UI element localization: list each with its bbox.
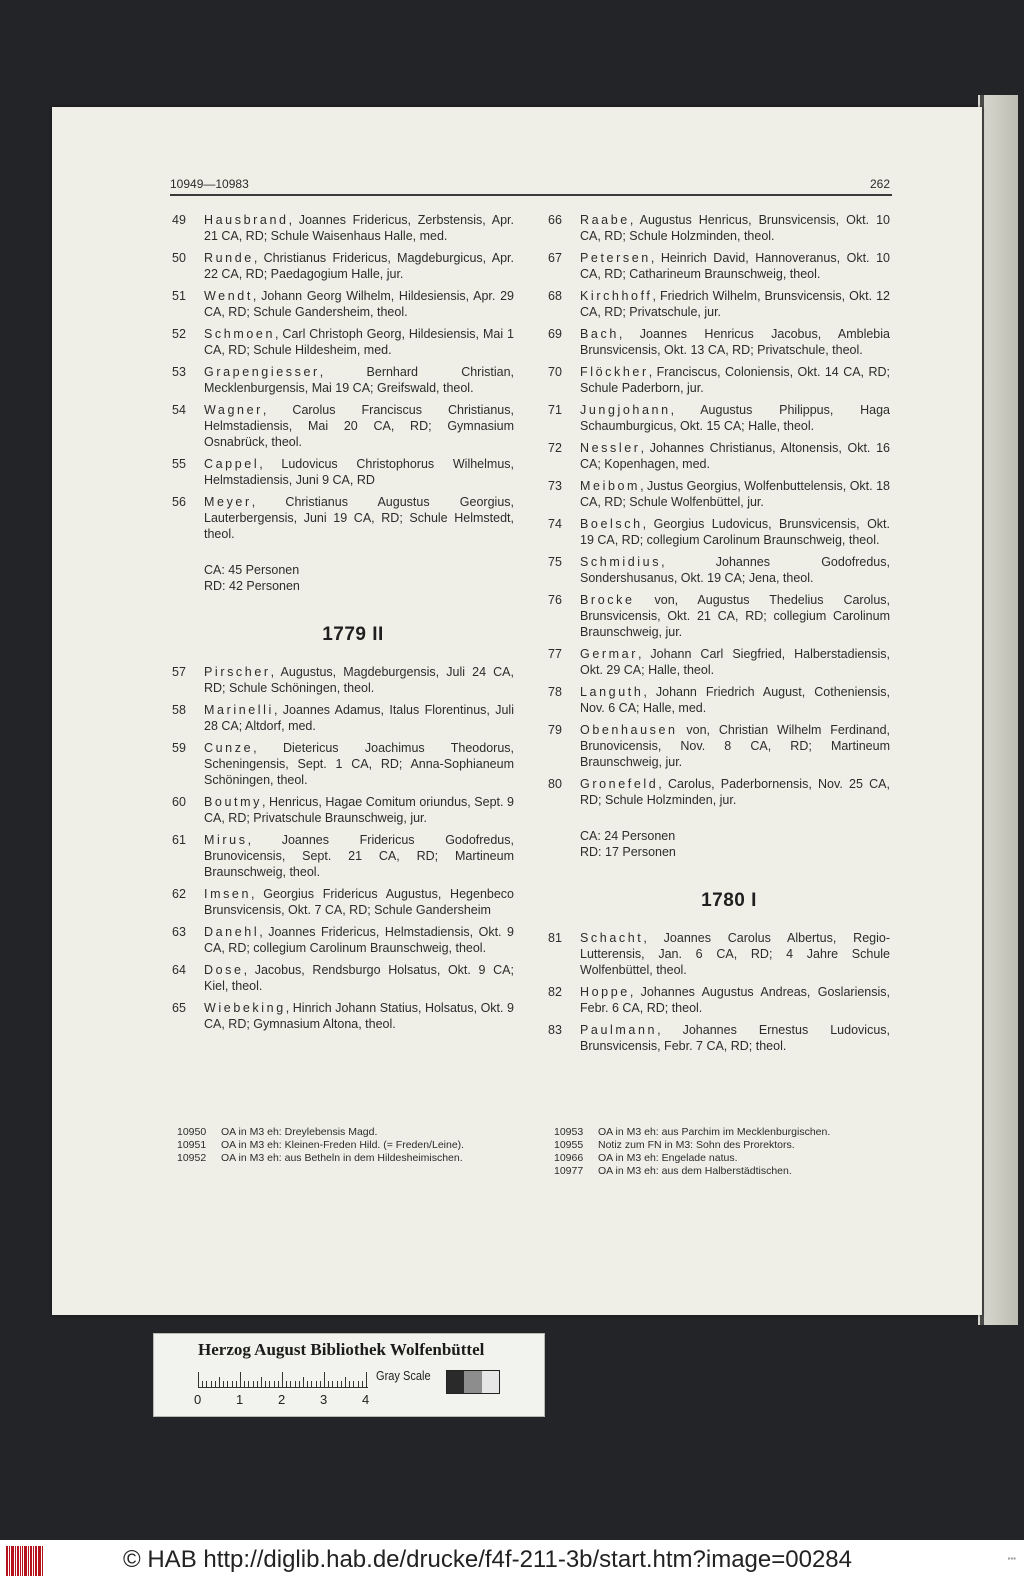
ruler-tick: [211, 1381, 212, 1388]
entry-details: , Hinrich Johann Statius, Holsatus, Okt. 9 CA, RD; Gymnasium Altona, theol.: [204, 1001, 514, 1031]
footnote-number: 10953: [554, 1126, 584, 1138]
logo-bar: [9, 1546, 10, 1576]
ruler-tick: [345, 1377, 346, 1388]
left-column: [172, 212, 514, 1038]
register-entry: [172, 740, 514, 788]
entry-surname: Pirscher: [204, 665, 271, 679]
register-entry: [172, 962, 514, 994]
entry-details: , Jacobus, Rendsburgo Holsatus, Okt. 9 CA; Kiel, theol.: [204, 963, 514, 993]
footnote-text: OA in M3 eh: aus dem Halberstädtischen.: [598, 1165, 792, 1177]
entry-number: 74: [548, 517, 562, 531]
register-entry: [548, 554, 890, 586]
entry-surname: Paulmann: [580, 1023, 658, 1037]
register-entry: [548, 1022, 890, 1054]
entry-number: 62: [172, 887, 186, 901]
ruler-tick: [332, 1381, 333, 1388]
entry-number: 75: [548, 555, 562, 569]
register-entry: [172, 456, 514, 488]
register-entry: [548, 684, 890, 716]
entry-surname: Boelsch: [580, 517, 643, 531]
logo-bar: [11, 1546, 14, 1576]
entry-surname: Boutmy: [204, 795, 262, 809]
register-entry: [172, 702, 514, 734]
header-range: 10949—10983: [170, 177, 249, 191]
register-entry: [548, 288, 890, 320]
entries-1780-i: [548, 930, 890, 1054]
entry-details: , Augustus Henricus, Brunsvicensis, Okt. 10 CA, RD; Schule Holzminden, theol.: [580, 213, 890, 243]
entry-details: , Justus Georgius, Wolfenbuttelensis, Okt. 18 CA, RD; Schule Wolfenbüttel, jur.: [580, 479, 890, 509]
entry-surname: Meibom: [580, 479, 641, 493]
footnote-number: 10952: [177, 1152, 207, 1164]
entry-details: von, Christian Wilhelm Ferdinand, Brunovicensis, Nov. 8 CA, RD; Martineum Braunschweig, jur.: [580, 723, 890, 769]
entry-number: 64: [172, 963, 186, 977]
left-summary: [204, 562, 514, 594]
gray-swatch-cell: [482, 1371, 499, 1393]
entry-details: , Ludovicus Christophorus Wilhelmus, Helmstadiensis, Juni 9 CA, RD: [204, 457, 514, 487]
register-entry: [172, 832, 514, 880]
ruler-tick: [303, 1377, 304, 1388]
register-entry: [548, 364, 890, 396]
logo-bar: [6, 1546, 8, 1576]
ruler-tick: [307, 1381, 308, 1388]
footnote: [177, 1126, 529, 1139]
register-entry: [548, 930, 890, 978]
register-entry: [548, 722, 890, 770]
ruler-tick: [295, 1381, 296, 1388]
entry-number: 68: [548, 289, 562, 303]
entry-number: 61: [172, 833, 186, 847]
entry-surname: Obenhausen: [580, 723, 678, 737]
entry-surname: Hausbrand: [204, 213, 289, 227]
section-heading-1780-i: 1780 I: [701, 890, 757, 911]
entry-surname: Wiebeking: [204, 1001, 286, 1015]
entry-number: 55: [172, 457, 186, 471]
ruler-tick: [366, 1372, 367, 1388]
footnote-number: 10951: [177, 1139, 207, 1151]
entry-details: , Heinrich David, Hannoveranus, Okt. 10 CA, RD; Catharineum Braunschweig, theol.: [580, 251, 890, 281]
ruler-tick: [261, 1377, 262, 1388]
entry-details: , Carolus Franciscus Christianus, Helmstadiensis, Mai 20 CA, RD; Gymnasium Osnabrück, theol.: [204, 403, 514, 449]
ruler-tick: [240, 1372, 241, 1388]
register-entry: [548, 516, 890, 548]
register-entry: [172, 288, 514, 320]
right-summary: [580, 828, 890, 860]
library-name: Herzog August Bibliothek Wolfenbüttel: [198, 1340, 485, 1359]
ruler-tick: [215, 1381, 216, 1388]
entry-details: , Johannes Christianus, Altonensis, Okt. 16 CA; Kopenhagen, med.: [580, 441, 890, 471]
entry-details: , Johannes Ernestus Ludovicus, Brunsvicensis, Febr. 7 CA, RD; theol.: [580, 1023, 890, 1053]
gray-scale-label: Gray Scale: [376, 1368, 431, 1383]
footnote-text: OA in M3 eh: aus Betheln in dem Hildesheimischen.: [221, 1152, 463, 1164]
footnote-text: Notiz zum FN in M3: Sohn des Prorektors.: [598, 1139, 795, 1151]
register-entry: [548, 646, 890, 678]
entry-number: 52: [172, 327, 186, 341]
footer-bar: [0, 1540, 1024, 1582]
ruler-tick: [227, 1381, 228, 1388]
footnote-number: 10950: [177, 1126, 207, 1138]
entry-number: 70: [548, 365, 562, 379]
ruler-tick: [219, 1377, 220, 1388]
scale-ruler: [198, 1372, 368, 1388]
register-entry: [172, 212, 514, 244]
entry-number: 73: [548, 479, 562, 493]
header-rule: [170, 194, 892, 196]
logo-bar: [20, 1546, 21, 1576]
entry-surname: Wagner: [204, 403, 263, 417]
register-entry: [172, 886, 514, 918]
entry-number: 66: [548, 213, 562, 227]
entry-number: 77: [548, 647, 562, 661]
register-entry: [172, 402, 514, 450]
entry-details: , Johannes Godofredus, Sondershusanus, Okt. 19 CA; Jena, theol.: [580, 555, 890, 585]
logo-bar: [30, 1546, 32, 1576]
entry-surname: Jungjohann: [580, 403, 671, 417]
entry-surname: Raabe: [580, 213, 630, 227]
entry-details: , Joannes Fridericus, Zerbstensis, Apr. 21 CA, RD; Schule Waisenhaus Halle, med.: [204, 213, 514, 243]
summary-rd: RD: 17 Personen: [580, 845, 676, 859]
entry-surname: Schmidius: [580, 555, 662, 569]
ruler-tick: [341, 1381, 342, 1388]
register-entry: [548, 250, 890, 282]
register-entry: [548, 440, 890, 472]
register-entry: [548, 326, 890, 358]
logo-bar: [15, 1546, 16, 1576]
register-entry: [172, 364, 514, 396]
page-number: 262: [870, 177, 891, 191]
ruler-tick: [232, 1381, 233, 1388]
entry-surname: Cunze: [204, 741, 254, 755]
register-entry: [172, 664, 514, 696]
ruler-tick: [299, 1381, 300, 1388]
ruler-tick: [353, 1381, 354, 1388]
gray-swatch-cell: [447, 1371, 464, 1393]
footnote: [554, 1152, 906, 1165]
footer-mark-icon: ▪▪▪: [1007, 1554, 1016, 1563]
ruler-tick: [248, 1381, 249, 1388]
entry-details: , Carolus, Paderbornensis, Nov. 25 CA, RD; Schule Holzminden, jur.: [580, 777, 890, 807]
logo-bar: [38, 1546, 41, 1576]
entry-surname: Languth: [580, 685, 644, 699]
ruler-tick: [223, 1381, 224, 1388]
logo-bar: [35, 1546, 37, 1576]
entry-number: 76: [548, 593, 562, 607]
ruler-tick: [349, 1381, 350, 1388]
footnote: [177, 1139, 529, 1152]
footnote-text: OA in M3 eh: Kleinen-Freden Hild. (= Freden/Leine).: [221, 1139, 465, 1151]
entry-number: 58: [172, 703, 186, 717]
entry-number: 83: [548, 1023, 562, 1037]
ruler-tick: [253, 1381, 254, 1388]
entry-details: , Joannes Fridericus, Helmstadiensis, Okt. 9 CA, RD; collegium Carolinum Braunschweig, theol.: [204, 925, 514, 955]
entry-details: , Christianus Augustus Georgius, Lauterbergensis, Juni 19 CA, RD; Schule Helmstedt, theol.: [204, 495, 514, 541]
summary-ca: CA: 24 Personen: [580, 829, 676, 843]
entry-details: , Joannes Henricus Jacobus, Amblebia Brunsvicensis, Okt. 13 CA, RD; Privatschule, theol.: [580, 327, 890, 357]
entry-number: 72: [548, 441, 562, 455]
entry-surname: Kirchhoff: [580, 289, 653, 303]
entry-number: 79: [548, 723, 562, 737]
entry-details: , Georgius Fridericus Augustus, Hegenbeco Brunsvicensis, Okt. 7 CA, RD; Schule Gandersheim: [204, 887, 514, 917]
entry-surname: Nessler: [580, 441, 641, 455]
logo-bar: [17, 1546, 19, 1576]
entry-surname: Schacht: [580, 931, 644, 945]
entry-details: , Henricus, Hagae Comitum oriundus, Sept. 9 CA, RD; Privatschule Braunschweig, jur.: [204, 795, 514, 825]
entry-surname: Schmoen: [204, 327, 276, 341]
ruler-tick: [362, 1381, 363, 1388]
entry-number: 65: [172, 1001, 186, 1015]
entry-details: , Christianus Fridericus, Magdeburgicus, Apr. 22 CA, RD; Paedagogium Halle, jur.: [204, 251, 514, 281]
ruler-tick: [328, 1381, 329, 1388]
ruler-tick: [244, 1381, 245, 1388]
document-page: [52, 107, 982, 1315]
entries-1779-ii-cont: [548, 212, 890, 808]
ruler-label: 2: [278, 1392, 286, 1407]
entry-number: 80: [548, 777, 562, 791]
ruler-tick: [286, 1381, 287, 1388]
entry-details: , Johann Georg Wilhelm, Hildesiensis, Apr. 29 CA, RD; Schule Gandersheim, theol.: [204, 289, 514, 319]
summary-rd: RD: 42 Personen: [204, 579, 300, 593]
register-entry: [172, 250, 514, 282]
entry-number: 49: [172, 213, 186, 227]
logo-bar: [22, 1546, 23, 1576]
ruler-tick: [311, 1381, 312, 1388]
register-entry: [172, 924, 514, 956]
ruler-tick: [290, 1381, 291, 1388]
entry-details: , Johann Friedrich August, Cotheniensis, Nov. 6 CA; Halle, med.: [580, 685, 890, 715]
ruler-tick: [206, 1381, 207, 1388]
entry-number: 78: [548, 685, 562, 699]
register-entry: [172, 794, 514, 826]
entry-surname: Dose: [204, 963, 244, 977]
entry-number: 63: [172, 925, 186, 939]
entries-1779-i: [172, 212, 514, 542]
entry-number: 54: [172, 403, 186, 417]
logo-bar: [24, 1546, 27, 1576]
footnotes-right: [554, 1126, 906, 1178]
entry-surname: Flöckher: [580, 365, 649, 379]
entry-number: 51: [172, 289, 186, 303]
section-heading-1779-ii: 1779 II: [322, 624, 384, 645]
entry-number: 56: [172, 495, 186, 509]
entry-surname: Marinelli: [204, 703, 274, 717]
footnotes-left: [177, 1126, 529, 1165]
entry-number: 53: [172, 365, 186, 379]
footnote: [554, 1139, 906, 1152]
entry-number: 60: [172, 795, 186, 809]
ruler-label: 0: [194, 1392, 202, 1407]
entry-surname: Petersen: [580, 251, 651, 265]
entry-number: 69: [548, 327, 562, 341]
entry-surname: Cappel: [204, 457, 260, 471]
ruler-tick: [265, 1381, 266, 1388]
entry-details: , Franciscus, Coloniensis, Okt. 14 CA, RD; Schule Paderborn, jur.: [580, 365, 890, 395]
footnote: [554, 1165, 906, 1178]
entry-details: , Joannes Adamus, Italus Florentinus, Juli 28 CA; Altdorf, med.: [204, 703, 514, 733]
entry-surname: Germar: [580, 647, 638, 661]
entry-details: , Dietericus Joachimus Theodorus, Scheningensis, Sept. 1 CA, RD; Anna-Sophianeum Schöningen, theol.: [204, 741, 514, 787]
register-entry: [548, 402, 890, 434]
next-page-edge: [978, 95, 1018, 1325]
ruler-label: 1: [236, 1392, 244, 1407]
entry-number: 57: [172, 665, 186, 679]
footnote-number: 10966: [554, 1152, 584, 1164]
ruler-tick: [358, 1381, 359, 1388]
register-entry: [172, 326, 514, 358]
register-entry: [548, 984, 890, 1016]
ruler-tick: [257, 1381, 258, 1388]
entry-details: , Georgius Ludovicus, Brunsvicensis, Okt. 19 CA, RD; collegium Carolinum Braunschweig, theol.: [580, 517, 890, 547]
footnote-number: 10955: [554, 1139, 584, 1151]
register-entry: [172, 494, 514, 542]
ruler-label: 3: [320, 1392, 328, 1407]
ruler-tick: [198, 1372, 199, 1388]
entry-surname: Imsen: [204, 887, 252, 901]
ruler-tick: [320, 1381, 321, 1388]
footer-url: © HAB http://diglib.hab.de/drucke/f4f-211-3b/start.htm?image=00284: [123, 1546, 852, 1573]
entry-number: 82: [548, 985, 562, 999]
logo-bar: [33, 1546, 34, 1576]
ruler-tick: [316, 1381, 317, 1388]
register-entry: [548, 776, 890, 808]
ruler-tick: [337, 1381, 338, 1388]
ruler-tick: [282, 1372, 283, 1388]
entry-number: 71: [548, 403, 562, 417]
entry-surname: Danehl: [204, 925, 260, 939]
footnote-number: 10977: [554, 1165, 584, 1177]
footnote-text: OA in M3 eh: Dreylebensis Magd.: [221, 1126, 378, 1138]
entry-surname: Wendt: [204, 289, 253, 303]
summary-ca: CA: 45 Personen: [204, 563, 300, 577]
entry-surname: Brocke: [580, 593, 635, 607]
right-column: [548, 212, 890, 1060]
entry-details: , Johannes Augustus Andreas, Goslariensis, Febr. 6 CA, RD; theol.: [580, 985, 890, 1015]
entry-surname: Runde: [204, 251, 254, 265]
register-entry: [548, 212, 890, 244]
footnote-text: OA in M3 eh: Engelade natus.: [598, 1152, 738, 1164]
register-entry: [548, 592, 890, 640]
entry-details: von, Augustus Thedelius Carolus, Brunsvicensis, Okt. 21 CA, RD; collegium Carolinum Braunschweig, jur.: [580, 593, 890, 639]
entry-surname: Gronefeld: [580, 777, 659, 791]
ruler-tick: [274, 1381, 275, 1388]
entry-details: , Augustus Philippus, Haga Schaumburgicus, Okt. 15 CA; Halle, theol.: [580, 403, 890, 433]
entry-number: 50: [172, 251, 186, 265]
entry-details: , Bernhard Christian, Mecklenburgensis, Mai 19 CA; Greifswald, theol.: [204, 365, 514, 395]
entry-details: , Johann Carl Siegfried, Halberstadiensis, Okt. 29 CA; Halle, theol.: [580, 647, 890, 677]
entry-number: 59: [172, 741, 186, 755]
ruler-label: 4: [362, 1392, 370, 1407]
entry-details: , Friedrich Wilhelm, Brunsvicensis, Okt. 12 CA, RD; Privatschule, jur.: [580, 289, 890, 319]
logo-bar: [42, 1546, 43, 1576]
entry-surname: Hoppe: [580, 985, 630, 999]
logo-bar: [28, 1546, 29, 1576]
register-entry: [548, 478, 890, 510]
ruler-tick: [324, 1372, 325, 1388]
ruler-tick: [269, 1381, 270, 1388]
gray-scale-swatch: [446, 1370, 500, 1394]
entry-number: 81: [548, 931, 562, 945]
entry-details: , Carl Christoph Georg, Hildesiensis, Mai 1 CA, RD; Schule Hildesheim, med.: [204, 327, 514, 357]
footnote: [177, 1152, 529, 1165]
footnote: [554, 1126, 906, 1139]
hab-logo-icon: [6, 1546, 46, 1576]
entry-details: , Joannes Fridericus Godofredus, Brunovicensis, Sept. 21 CA, RD; Martineum Braunschweig, theol.: [204, 833, 514, 879]
entry-surname: Mirus: [204, 833, 248, 847]
entry-details: , Joannes Carolus Albertus, Regio-Lutterensis, Jan. 6 CA, RD; 4 Jahre Schule Wolfenbüttel, theol.: [580, 931, 890, 977]
entries-1779-ii: [172, 664, 514, 1032]
footnote-text: OA in M3 eh: aus Parchim im Mecklenburgischen.: [598, 1126, 831, 1138]
entry-details: , Augustus, Magdeburgensis, Juli 24 CA, RD; Schule Schöningen, theol.: [204, 665, 514, 695]
color-target-card: [153, 1333, 545, 1417]
entry-surname: Bach: [580, 327, 619, 341]
ruler-tick: [278, 1381, 279, 1388]
entry-surname: Grapengiesser: [204, 365, 320, 379]
ruler-tick: [202, 1381, 203, 1388]
ruler-tick: [236, 1381, 237, 1388]
register-entry: [172, 1000, 514, 1032]
entry-surname: Meyer: [204, 495, 252, 509]
gray-swatch-cell: [464, 1371, 481, 1393]
entry-number: 67: [548, 251, 562, 265]
